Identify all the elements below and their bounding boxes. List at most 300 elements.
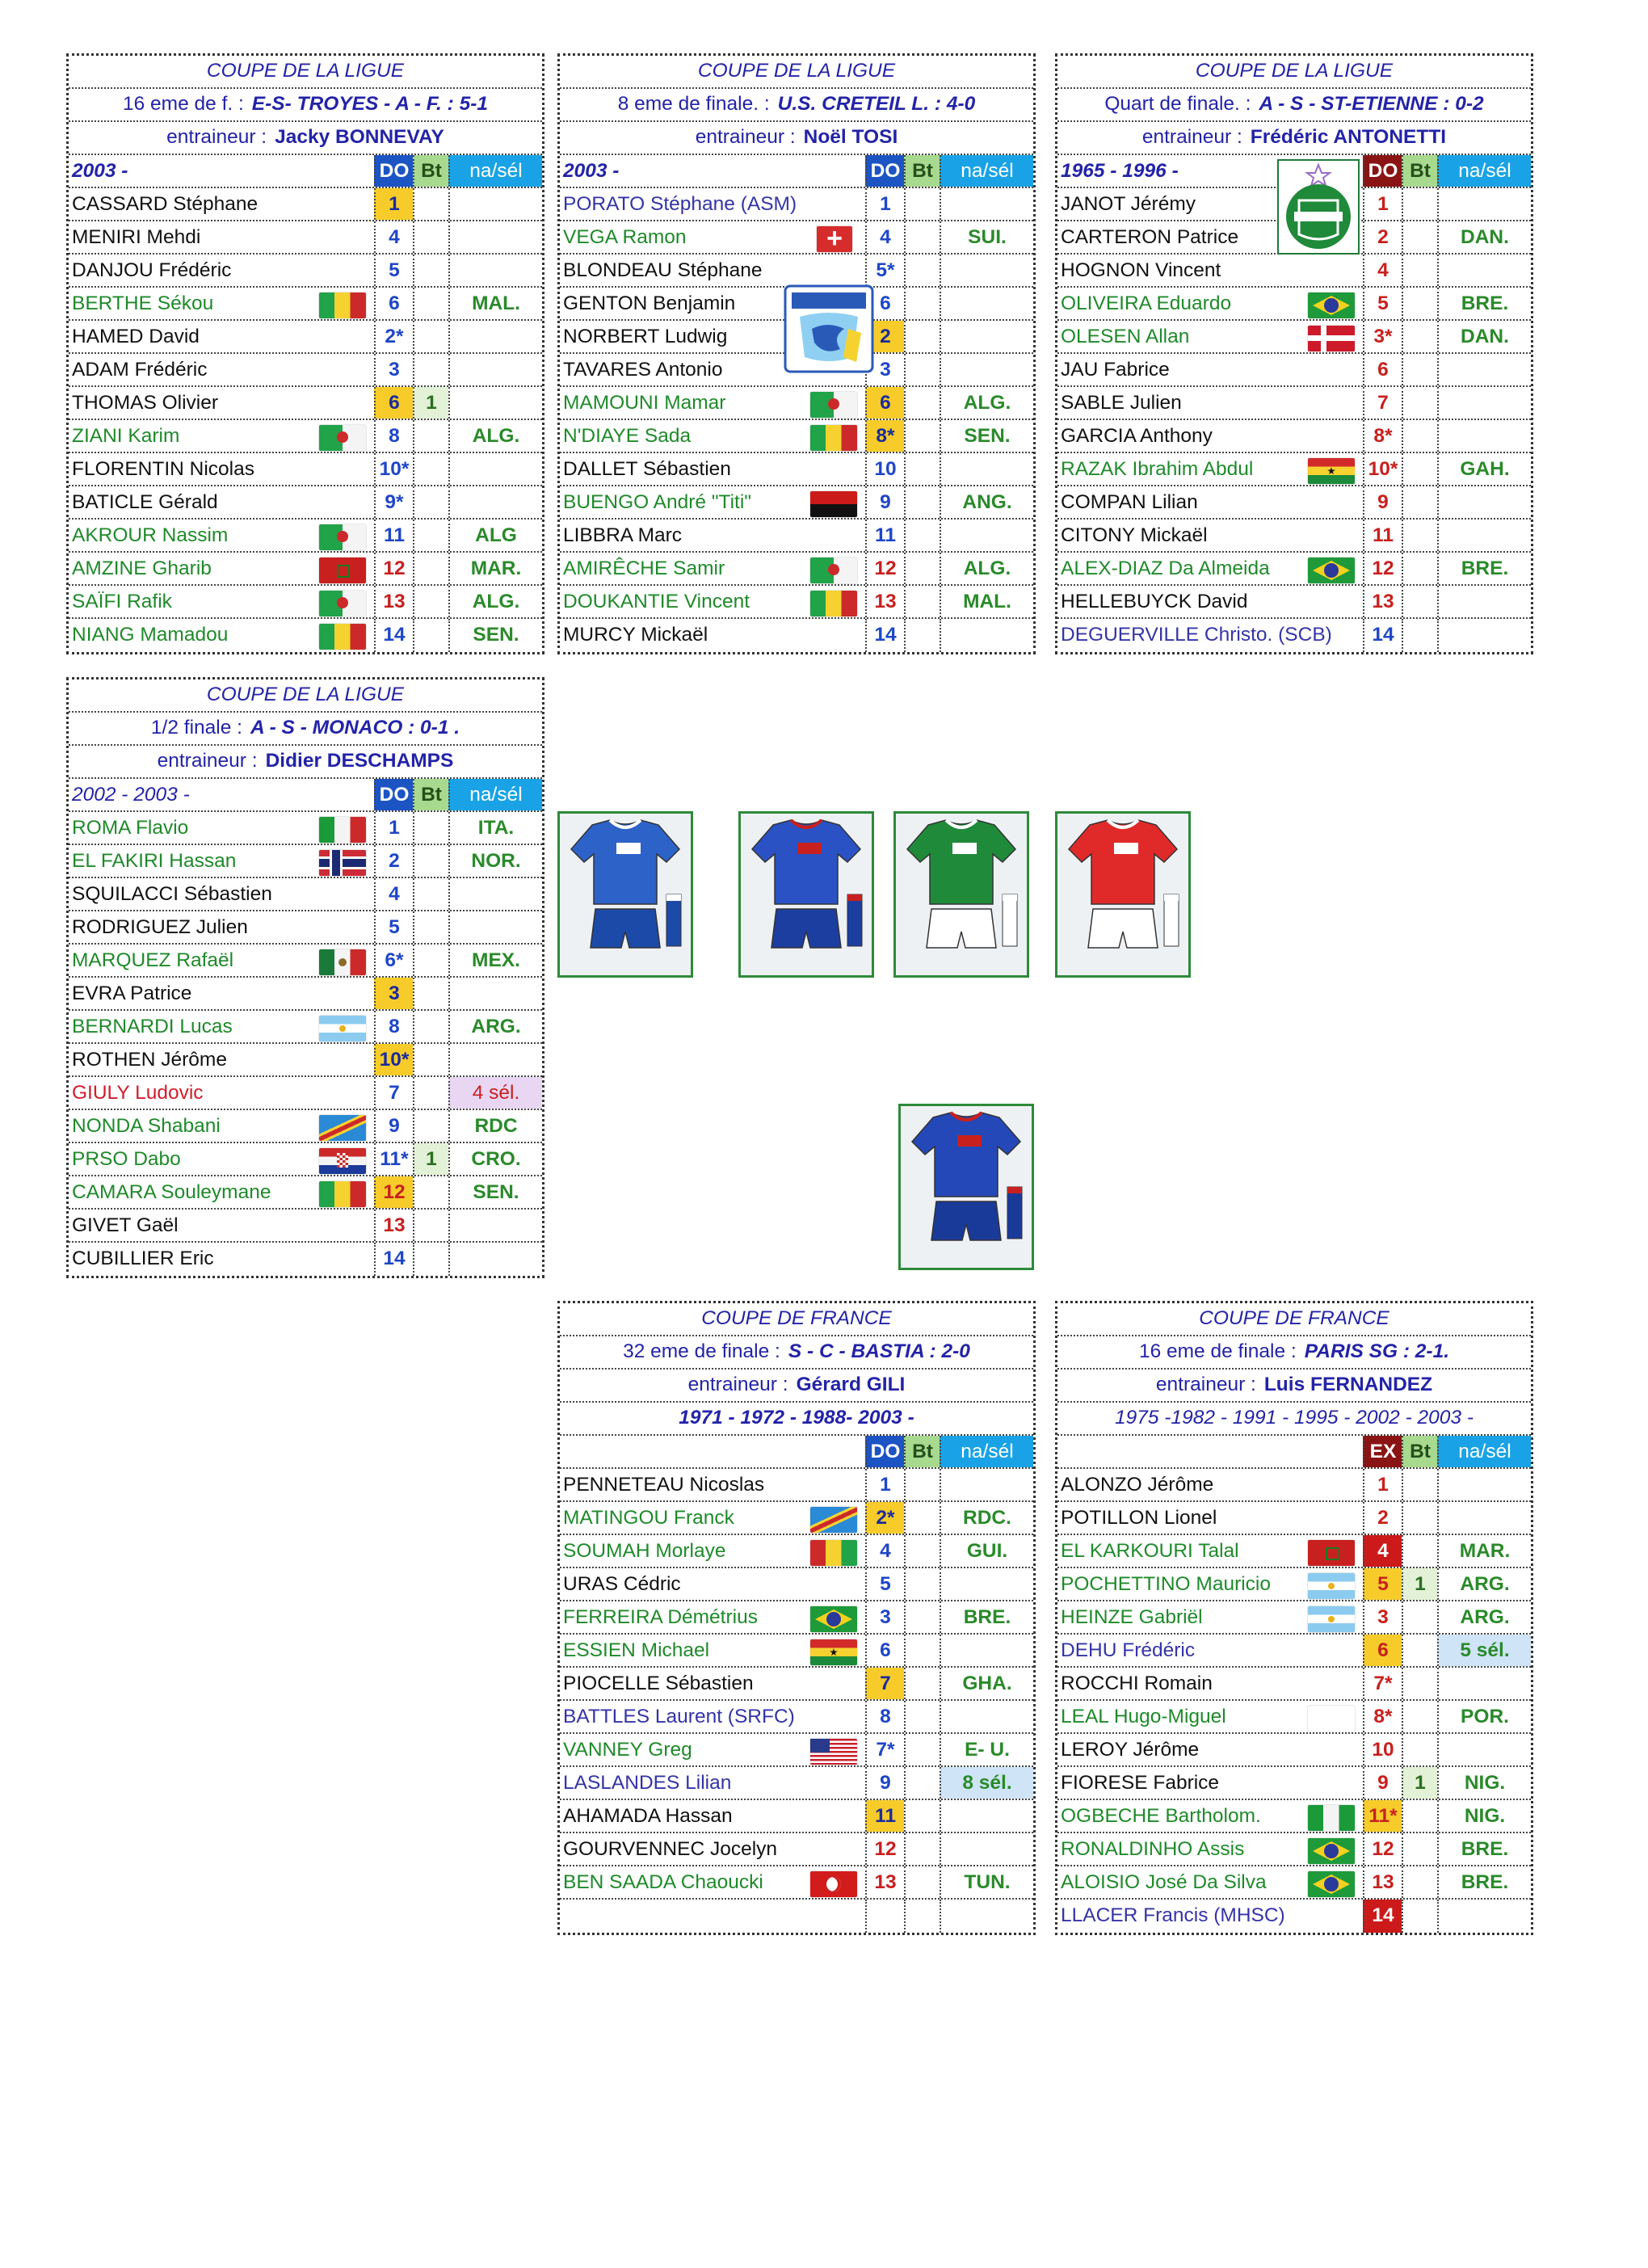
goals: [413, 1176, 448, 1208]
flag-alg-icon: [810, 558, 857, 583]
nationality: [448, 387, 542, 419]
shirt-number: 8*: [1363, 420, 1402, 452]
shirt-number: 6: [865, 1635, 904, 1666]
st-etienne-kit: [893, 811, 1029, 978]
col-do: DO: [374, 155, 413, 187]
goals: [904, 354, 940, 385]
shirt-number: 4: [1363, 1535, 1402, 1567]
player-name-text: POCHETTINO Mauricio: [1061, 1573, 1272, 1595]
shirt-number: 13: [374, 586, 413, 617]
player-name: [69, 553, 374, 584]
player-name: [1057, 1734, 1363, 1765]
flag-usa-icon: [810, 1739, 857, 1765]
player-name-text: COMPAN Lilian: [1061, 491, 1198, 513]
shirt-number: 7*: [865, 1734, 904, 1765]
years-line: 1975 -1982 - 1991 - 1995 - 2002 - 2003 -: [1057, 1403, 1531, 1436]
player-name: [560, 387, 865, 419]
nationality: SUI.: [940, 221, 1033, 253]
player-name-text: URAS Cédric: [563, 1573, 681, 1595]
goals: [1402, 1635, 1437, 1666]
flag-rdc-icon: [810, 1507, 857, 1533]
col-do: DO: [374, 779, 413, 810]
shirt-number: 1: [1363, 1469, 1402, 1500]
player-name: [69, 1176, 374, 1208]
years-line: 1971 - 1972 - 1988- 2003 -: [560, 1403, 1033, 1436]
nationality: [448, 188, 542, 220]
nationality: [940, 1701, 1033, 1732]
nationality: SEN.: [940, 420, 1033, 452]
player-name-text: OLESEN Allan: [1061, 326, 1190, 347]
shirt-number: 9: [865, 1767, 904, 1799]
shirt-number: 1: [374, 812, 413, 844]
player-name-text: EL KARKOURI Talal: [1061, 1540, 1239, 1562]
nationality: [940, 1635, 1033, 1666]
nationality: 5 sél.: [1437, 1635, 1531, 1666]
table-row: [1057, 321, 1531, 354]
table-row: [560, 1833, 1033, 1866]
player-name-text: DALLET Sébastien: [563, 458, 731, 480]
table-row: [560, 1635, 1033, 1668]
nationality: TUN.: [940, 1866, 1033, 1898]
table-row: [560, 1568, 1033, 1601]
player-name-text: THOMAS Olivier: [72, 392, 219, 414]
goals: [413, 845, 448, 877]
competition-title: COUPE DE LA LIGUE: [560, 56, 1033, 89]
table-bastia: [557, 1301, 1036, 1935]
goals: [904, 221, 940, 253]
player-name-text: ESSIEN Michael: [563, 1639, 710, 1661]
player-name: [1057, 586, 1363, 617]
player-name-text: PIOCELLE Sébastien: [563, 1673, 754, 1694]
player-name-text: MURCY Mickaël: [563, 624, 708, 646]
player-name-text: ROTHEN Jérôme: [72, 1049, 227, 1071]
flag-por-icon: [1308, 1706, 1355, 1732]
flag-gui-icon: [810, 1540, 857, 1566]
flag-mar-icon: [319, 558, 366, 583]
player-name: [69, 288, 374, 319]
table-monaco: [66, 677, 544, 1278]
player-name-text: PENNETEAU Nicoslas: [563, 1474, 765, 1496]
player-name-text: LEROY Jérôme: [1061, 1739, 1200, 1761]
shirt-number: 14: [865, 619, 904, 652]
player-name: [69, 255, 374, 286]
nationality: DAN.: [1437, 321, 1531, 352]
player-name-text: LLACER Francis (MHSC): [1061, 1904, 1285, 1926]
player-name: [1057, 1900, 1363, 1933]
shirt-number: 12: [865, 1833, 904, 1865]
shirt-number: 5: [374, 911, 413, 943]
goals: [904, 1833, 940, 1865]
goals: [413, 1110, 448, 1142]
nationality: MEX.: [448, 945, 542, 976]
player-name-text: BUENGO André "Titi": [563, 491, 751, 513]
nationality: ALG.: [448, 420, 542, 452]
table-row: [69, 1143, 542, 1176]
player-rows: [1057, 188, 1531, 652]
player-name-text: HEINZE Gabriël: [1061, 1606, 1203, 1628]
nationality: [1437, 420, 1531, 452]
col-bt: Bt: [1402, 1436, 1437, 1467]
nationality: [1437, 486, 1531, 518]
player-name: [1057, 1469, 1363, 1500]
shirt-number: 14: [1363, 1900, 1402, 1933]
player-name: [560, 1734, 865, 1765]
monaco-kit: [1055, 811, 1191, 978]
shirt-number: 4: [865, 221, 904, 253]
nationality: [1437, 1502, 1531, 1534]
match-line: 16 eme de f. : E-S- TROYES - A - F. : 5-1: [69, 89, 542, 122]
player-name: [69, 978, 374, 1009]
shirt-number: 13: [1363, 586, 1402, 617]
goals: [1402, 1535, 1437, 1567]
goals: [904, 453, 940, 485]
player-name: [69, 1210, 374, 1241]
table-row: [69, 845, 542, 878]
table-row: [69, 255, 542, 288]
table-row: [560, 619, 1033, 652]
goals: [1402, 453, 1437, 485]
goals: [904, 387, 940, 419]
player-name: [69, 354, 374, 385]
nationality: [940, 288, 1033, 319]
player-name-text: VANNEY Greg: [563, 1739, 692, 1761]
nationality: ARG.: [1437, 1568, 1531, 1600]
goals: [1402, 354, 1437, 385]
nationality: SEN.: [448, 1176, 542, 1208]
goals: [1402, 288, 1437, 319]
player-name-text: ALEX-DIAZ Da Almeida: [1061, 558, 1270, 579]
shirt-number: 7: [1363, 387, 1402, 419]
flag-ang-icon: [810, 491, 857, 517]
nationality: BRE.: [1437, 288, 1531, 319]
nationality: [1437, 1668, 1531, 1699]
player-name-text: MENIRI Mehdi: [72, 226, 201, 248]
table-row: [69, 878, 542, 911]
shirt-number: 14: [374, 619, 413, 652]
player-name: [1057, 520, 1363, 551]
shirt-number: 5: [865, 1568, 904, 1600]
col-bt: Bt: [1402, 155, 1437, 187]
table-row: [560, 586, 1033, 619]
nationality: [1437, 255, 1531, 286]
goals: [904, 1767, 940, 1799]
goals: [413, 978, 448, 1009]
goals: [413, 1210, 448, 1241]
nationality: [448, 255, 542, 286]
goals: [413, 486, 448, 518]
shirt-number: 5: [1363, 1568, 1402, 1600]
player-name: [69, 520, 374, 551]
nationality: [1437, 1469, 1531, 1500]
shirt-number: 4: [374, 878, 413, 910]
player-name-text: SABLE Julien: [1061, 392, 1182, 414]
table-row: [1057, 1833, 1531, 1866]
nationality: MAL.: [448, 288, 542, 319]
coach-line: entraineur : Frédéric ANTONETTI: [1057, 122, 1531, 155]
player-name: [560, 1535, 865, 1567]
player-name-text: SQUILACCI Sébastien: [72, 883, 272, 905]
nationality: MAL.: [940, 586, 1033, 617]
player-name: [1057, 1866, 1363, 1898]
flag-alg-icon: [319, 425, 366, 451]
goals: [413, 812, 448, 844]
goals: [1402, 1734, 1437, 1765]
player-name: [560, 1833, 865, 1865]
table-row: [69, 321, 542, 354]
player-name-text: LIBBRA Marc: [563, 524, 683, 546]
player-name: [69, 586, 374, 617]
col-do: DO: [1363, 155, 1402, 187]
table-row: [1057, 1568, 1531, 1601]
flag-alg-icon: [319, 524, 366, 550]
player-name: [560, 1866, 865, 1898]
goals: [1402, 1800, 1437, 1832]
goals: [904, 188, 940, 220]
shirt-number: 7: [374, 1077, 413, 1109]
player-name: [560, 1601, 865, 1633]
column-header: [1057, 1436, 1531, 1469]
player-name: [560, 586, 865, 617]
table-row: [1057, 553, 1531, 586]
table-row: [69, 520, 542, 553]
shirt-number: 11: [1363, 520, 1402, 551]
player-name-text: AHAMADA Hassan: [563, 1805, 733, 1827]
player-name-text: CASSARD Stéphane: [72, 193, 259, 215]
table-row: [69, 553, 542, 586]
player-name-text: BATICLE Gérald: [72, 491, 218, 513]
shirt-number: 3: [865, 1601, 904, 1633]
shirt-number: 10*: [374, 1044, 413, 1075]
table-row: [560, 1767, 1033, 1800]
shirt-number: 1: [1363, 188, 1402, 220]
match-line: 32 eme de finale : S - C - BASTIA : 2-0: [560, 1336, 1033, 1370]
years: 1965 - 1996 -: [1061, 160, 1179, 182]
nationality: [940, 1833, 1033, 1865]
player-name: [69, 321, 374, 352]
player-name: [560, 486, 865, 518]
player-name: [560, 520, 865, 551]
player-name-text: NORBERT Ludwig: [563, 326, 728, 347]
flag-arg-icon: [319, 1016, 366, 1041]
goals: [904, 1502, 940, 1534]
nationality: [940, 1568, 1033, 1600]
col-na: na/sél: [940, 155, 1033, 187]
shirt-number: 10: [1363, 1734, 1402, 1765]
bastia-kit: [898, 1104, 1034, 1270]
shirt-number: 11: [374, 520, 413, 551]
player-name-text: MARQUEZ Rafaël: [72, 949, 234, 971]
player-name: [1057, 1635, 1363, 1666]
years-blank: [560, 1436, 865, 1467]
goals: [413, 255, 448, 286]
nationality: [940, 619, 1033, 652]
goals: 1: [1402, 1767, 1437, 1799]
player-name: [1057, 453, 1363, 485]
table-row: [560, 1601, 1033, 1635]
nationality: [940, 453, 1033, 485]
goals: 1: [413, 1143, 448, 1175]
shirt-number: 3: [374, 354, 413, 385]
table-row: [1057, 1635, 1531, 1668]
nationality: [448, 486, 542, 518]
table-row: [69, 1011, 542, 1044]
nationality: [940, 1800, 1033, 1832]
player-name-text: GOURVENNEC Jocelyn: [563, 1838, 778, 1860]
shirt-number: 3: [1363, 1601, 1402, 1633]
table-row: [1057, 486, 1531, 520]
shirt-number: 3*: [1363, 321, 1402, 352]
goals: [904, 1866, 940, 1898]
column-header: [560, 1436, 1033, 1469]
player-name-text: DEGUERVILLE Christo. (SCB): [1061, 624, 1332, 646]
goals: [904, 1635, 940, 1666]
goals: [413, 453, 448, 485]
nationality: BRE.: [1437, 1866, 1531, 1898]
player-name: [69, 1110, 374, 1142]
table-row: [69, 911, 542, 945]
shirt-number: 9: [374, 1110, 413, 1142]
player-name: [1057, 486, 1363, 518]
goals: [1402, 387, 1437, 419]
table-row: [1057, 1469, 1531, 1502]
nationality: [1437, 586, 1531, 617]
player-name-text: FERREIRA Démétrius: [563, 1606, 758, 1628]
nationality: ALG.: [940, 387, 1033, 419]
player-name-text: RODRIGUEZ Julien: [72, 916, 248, 938]
col-bt: Bt: [904, 1436, 940, 1467]
goals: [1402, 420, 1437, 452]
shirt-number: 5: [1363, 288, 1402, 319]
table-row: [69, 1110, 542, 1143]
nationality: GAH.: [1437, 453, 1531, 485]
player-name: [1057, 1601, 1363, 1633]
shirt-number: 1: [374, 188, 413, 220]
col-na: na/sél: [1437, 1436, 1531, 1467]
nationality: [1437, 1900, 1531, 1933]
nationality: [940, 520, 1033, 551]
player-name: [560, 1502, 865, 1534]
player-name-text: NIANG Mamadou: [72, 624, 229, 646]
shirt-number: 7*: [1363, 1668, 1402, 1699]
shirt-number: 8: [374, 1011, 413, 1042]
player-name: [560, 1469, 865, 1500]
flag-bre-icon: [1308, 1838, 1355, 1864]
table-row: [69, 1044, 542, 1077]
troyes-kit: [557, 811, 693, 978]
flag-sen-icon: [810, 425, 857, 451]
flag-mal-icon: [810, 591, 857, 616]
table-row: [1057, 420, 1531, 453]
player-name-text: FIORESE Fabrice: [1061, 1772, 1220, 1794]
nationality: BRE.: [940, 1601, 1033, 1633]
player-name: [1057, 619, 1363, 652]
goals: [904, 1900, 940, 1933]
match-line: 16 eme de finale : PARIS SG : 2-1.: [1057, 1336, 1531, 1370]
player-name: [1057, 255, 1363, 286]
shirt-number: 7: [865, 1668, 904, 1699]
table-row: [69, 420, 542, 453]
player-name-text: CITONY Mickaël: [1061, 524, 1208, 546]
flag-sen-icon: [319, 1181, 366, 1207]
table-row: [69, 188, 542, 221]
flag-mal-icon: [319, 292, 366, 318]
shirt-number: 5: [374, 255, 413, 286]
flag-arg-icon: [1308, 1573, 1355, 1599]
table-row: [69, 221, 542, 255]
goals: [413, 1243, 448, 1276]
match-line: 8 eme de finale. : U.S. CRETEIL L. : 4-0: [560, 89, 1033, 122]
table-psg: [1055, 1301, 1533, 1935]
player-name-text: N'DIAYE Sada: [563, 425, 692, 447]
player-name: [1057, 420, 1363, 452]
match-line: 1/2 finale : A - S - MONACO : 0-1 .: [69, 713, 542, 746]
nationality: [1437, 354, 1531, 385]
goals: [904, 1601, 940, 1633]
player-name: [1057, 354, 1363, 385]
table-row: [560, 1800, 1033, 1833]
player-name-text: BATTLES Laurent (SRFC): [563, 1706, 795, 1727]
player-name: [560, 553, 865, 584]
nationality: [448, 978, 542, 1009]
shirt-number: 6: [865, 387, 904, 419]
player-name-text: LASLANDES Lilian: [563, 1772, 732, 1794]
goals: [904, 1800, 940, 1832]
table-row: [560, 1668, 1033, 1701]
shirt-number: 4: [374, 221, 413, 253]
player-name-text: DEHU Frédéric: [1061, 1639, 1196, 1661]
nationality: NIG.: [1437, 1800, 1531, 1832]
player-name: [1057, 1800, 1363, 1832]
goals: [413, 945, 448, 976]
shirt-number: 9: [865, 486, 904, 518]
player-name-text: RAZAK Ibrahim Abdul: [1061, 458, 1254, 480]
flag-cro-icon: [319, 1148, 366, 1174]
nationality: MAR.: [448, 553, 542, 584]
player-name: [69, 878, 374, 910]
table-row: [69, 1243, 542, 1276]
nationality: [940, 1900, 1033, 1933]
coach-line: entraineur : Didier DESCHAMPS: [69, 746, 542, 779]
goals: [1402, 1833, 1437, 1865]
player-name: [69, 845, 374, 877]
player-name: [69, 945, 374, 976]
player-name: [560, 221, 865, 253]
player-name-text: PORATO Stéphane (ASM): [563, 193, 797, 215]
nationality: RDC.: [940, 1502, 1033, 1534]
shirt-number: 2: [1363, 1502, 1402, 1534]
player-rows: [560, 1469, 1033, 1933]
table-row: [1057, 1502, 1531, 1535]
flag-mex-icon: [319, 949, 366, 975]
player-name: [1057, 1833, 1363, 1865]
goals: [413, 354, 448, 385]
player-name: [69, 812, 374, 844]
coach-line: entraineur : Noël TOSI: [560, 122, 1033, 155]
flag-bre-icon: [1308, 558, 1355, 583]
nationality: CRO.: [448, 1143, 542, 1175]
player-name: [1057, 553, 1363, 584]
player-name: [69, 387, 374, 419]
player-name: [69, 420, 374, 452]
goals: [904, 321, 940, 352]
nationality: RDC: [448, 1110, 542, 1142]
goals: [413, 288, 448, 319]
goals: [1402, 553, 1437, 584]
table-row: [1057, 387, 1531, 420]
player-name-text: BEN SAADA Chaoucki: [563, 1871, 763, 1893]
column-header: [560, 155, 1033, 188]
player-name: [1057, 387, 1363, 419]
